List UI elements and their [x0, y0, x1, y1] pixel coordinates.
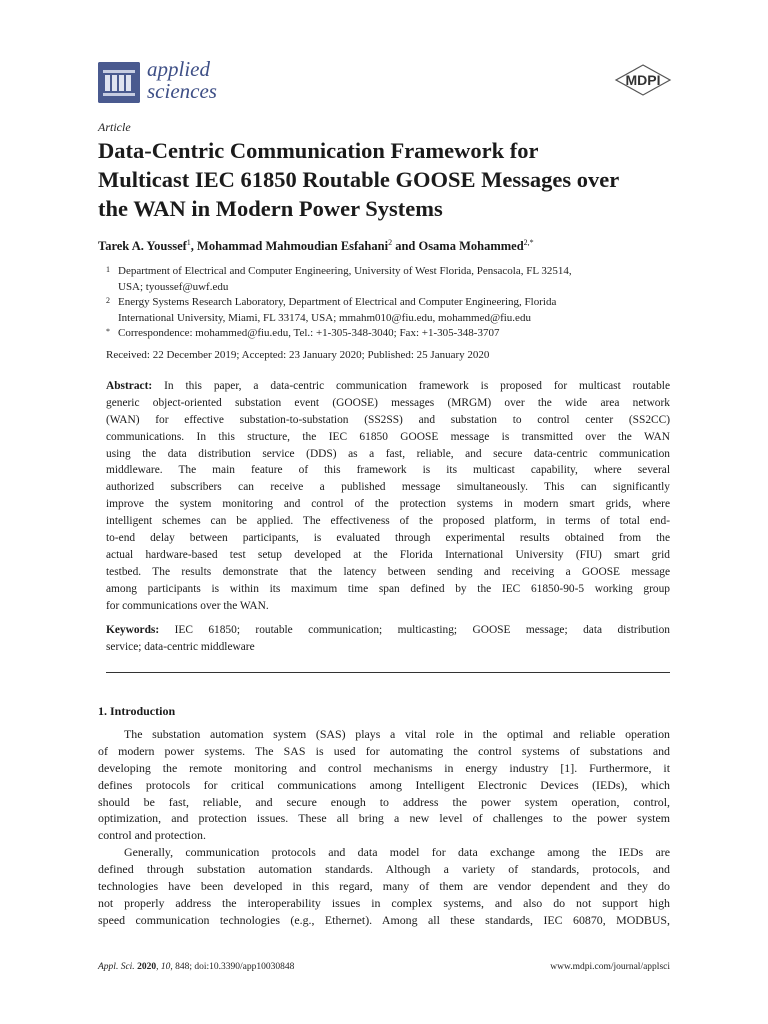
intro-paragraph-1 — [98, 726, 670, 844]
body-line: technologies have been developed in this regard, many of them are vendor dependent and they do — [98, 878, 670, 893]
author-name: Osama Mohammed — [418, 239, 524, 254]
journal-logo-icon — [98, 62, 140, 103]
journal-abbreviation: Appl. Sci. — [98, 962, 135, 972]
abstract-label: Abstract: — [106, 380, 153, 392]
affiliation-line: Department of Electrical and Computer Engineering, University of West Florida, Pensacola, FL 32514, — [118, 265, 572, 277]
publisher-name: MDPI — [625, 72, 661, 88]
abstract-line: middleware. The main feature of this framework is its multicast capability, where several — [106, 464, 670, 477]
abstract-line: (WAN) for effective substation-to-substation (SS2SS) and substation to control center (SS2CC) — [106, 413, 670, 426]
abstract-line: In this paper, a data-centric communication framework is proposed for multicast routable — [152, 380, 670, 392]
section-heading: 1. Introduction — [98, 704, 176, 718]
mdpi-logo-icon — [614, 64, 672, 98]
abstract-line: actual hardware-based test setup developed at the Florida International University (FIU) smart grid — [106, 548, 670, 561]
affiliation-2 — [106, 295, 676, 326]
citation-volume: 10 — [160, 962, 171, 972]
correspondence — [106, 326, 676, 342]
body-line: The substation automation system (SAS) plays a vital role in the optimal and reliable operation — [124, 727, 670, 741]
affiliation-line: USA; tyoussef@uwf.edu — [118, 280, 229, 293]
keywords — [106, 622, 670, 656]
body-line: defines protocols for critical communications among Intelligent Electronic Devices (IEDs), which — [98, 777, 670, 792]
title-line-3: the WAN in Modern Power Systems — [98, 196, 443, 221]
body-line: developing the remote monitoring and control mechanisms in energy industry [1]. Furthermore, it — [98, 760, 670, 775]
abstract-line: intelligent schemes can be applied. The effectiveness of the proposed platform, in terms of total end- — [106, 515, 670, 528]
author-affiliation-mark: 1 — [186, 238, 191, 247]
abstract-line: using the data distribution service (DDS) as a fast, reliable, and secure data-centric communication — [106, 447, 670, 460]
keywords-line: IEC 61850; routable communication; multicasting; GOOSE message; data distribution — [159, 624, 670, 636]
body-line: Generally, communication protocols and data model for data exchange among the IEDs are — [124, 845, 670, 859]
body-line: speed communication technologies (e.g., Ethernet). Among all these standards, IEC 60870, MODBUS, — [98, 912, 670, 927]
journal-name-line-2: sciences — [147, 79, 217, 103]
article-type: Article — [98, 120, 131, 134]
publication-dates: Received: 22 December 2019; Accepted: 23 January 2020; Published: 25 January 2020 — [106, 349, 490, 361]
journal-name — [147, 58, 287, 102]
body-line: of modern power systems. The SAS is used for automating the control systems of substations and — [98, 743, 670, 758]
affiliation-1 — [106, 264, 676, 295]
abstract-line: generic object-oriented substation event (GOOSE) messages (MRGM) over the wide area network — [106, 396, 670, 409]
citation-footer: Appl. Sci. 2020, 10, 848; doi:10.3390/app10030848 — [98, 962, 295, 972]
abstract-line: for communications over the WAN. — [106, 599, 269, 612]
body-line: should be fast, reliable, and secure enough to address the power system operation, control, — [98, 794, 670, 809]
article-title — [98, 136, 678, 223]
abstract-line: improve the system monitoring and control of the protection systems in modern smart grids, where — [106, 498, 670, 511]
author-name: Mohammad Mahmoudian Esfahani — [197, 239, 389, 254]
correspondence-line: Correspondence: mohammed@fiu.edu, Tel.: +1-305-348-3040; Fax: +1-305-348-3707 — [118, 327, 500, 339]
correspondence-mark: * — [106, 327, 110, 336]
abstract-line: among participants is within its maximum time span defined by the IEC 61850-90-5 working group — [106, 582, 670, 595]
keywords-line: service; data-centric middleware — [106, 640, 255, 653]
affiliation-line: International University, Miami, FL 33174, USA; mmahm010@fiu.edu, mohammed@fiu.edu — [118, 311, 531, 324]
abstract-line: testbed. The results demonstrate that the latency between sending and receiving a GOOSE message — [106, 565, 670, 578]
journal-website-link[interactable]: www.mdpi.com/journal/applsci — [550, 962, 670, 972]
title-line-2: Multicast IEC 61850 Routable GOOSE Messages over — [98, 167, 620, 192]
body-line: defined through substation automation standards. Although a variety of standards, protocols, and — [98, 861, 670, 876]
author-affiliation-mark: 2 — [388, 238, 393, 247]
abstract-line: communications. In this structure, the IEC 61850 GOOSE message is transmitted over the WAN — [106, 430, 670, 443]
affiliation-line: Energy Systems Research Laboratory, Department of Electrical and Computer Engineering, Florida — [118, 296, 557, 308]
abstract-line: authorized subscribers can receive a published message simultaneously. This can significantly — [106, 481, 670, 494]
affiliation-mark: 2 — [106, 296, 110, 305]
author-affiliation-mark: 2,* — [523, 238, 534, 247]
intro-paragraph-2 — [98, 844, 670, 928]
author-list — [98, 238, 534, 254]
keywords-label: Keywords: — [106, 624, 160, 636]
title-line-1: Data-Centric Communication Framework for — [98, 138, 539, 163]
body-line: optimization, and protection issues. These all bring a new level of challenges to the power system — [98, 811, 670, 826]
body-line: control and protection. — [98, 828, 206, 843]
abstract-line: to-end delay between participants, is evaluated through experimental results obtained from the — [106, 532, 670, 545]
affiliation-mark: 1 — [106, 265, 110, 274]
body-line: not properly address the interoperability issues in complex systems, and also do not support high — [98, 895, 670, 910]
section-divider — [106, 672, 670, 673]
journal-name-line-1: applied — [147, 57, 210, 81]
citation-year: 2020 — [137, 962, 157, 972]
author-separator: , — [190, 239, 198, 254]
citation-details: , 848; doi:10.3390/app10030848 — [170, 962, 295, 972]
author-separator: and — [392, 239, 419, 254]
author-name: Tarek A. Youssef — [98, 239, 187, 254]
abstract — [106, 378, 670, 614]
